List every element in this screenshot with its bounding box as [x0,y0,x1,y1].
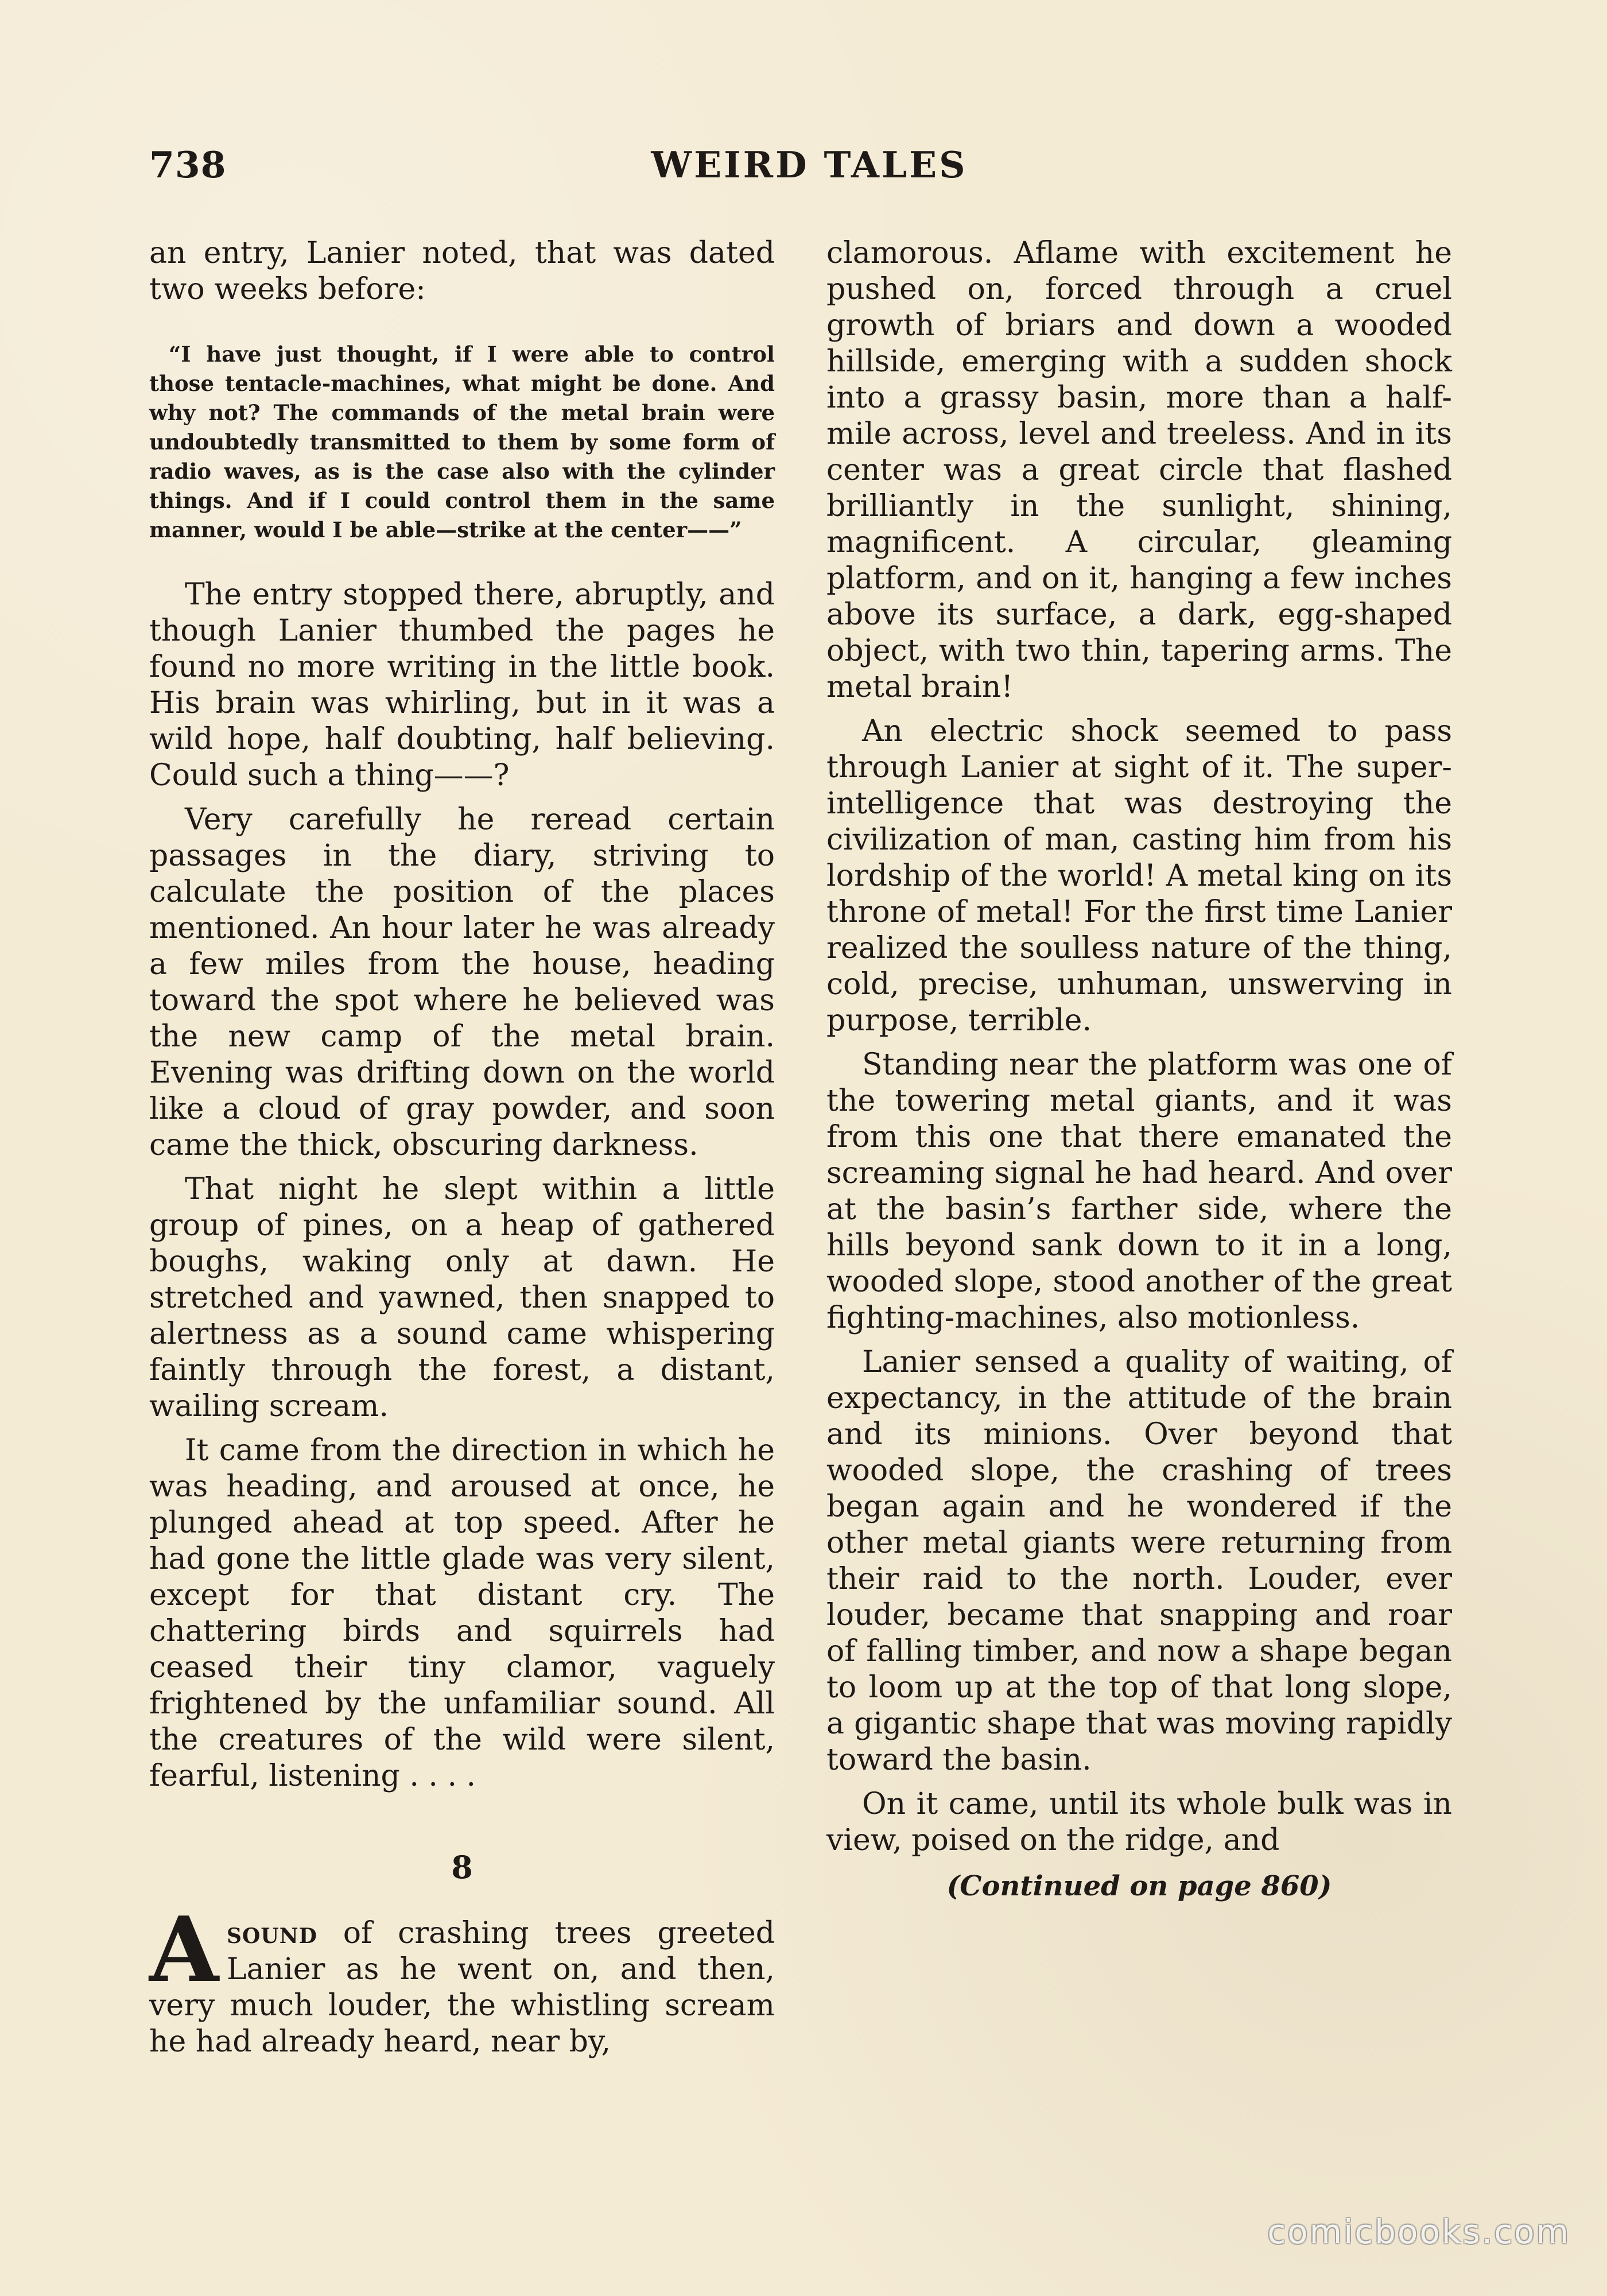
page-header [149,144,1469,195]
diary-quote: “I have just thought, if I were able to control those tentacle-machines, what might be done. And why not? The commands of the metal brain were undoubtedly transmitted to them by some form of radio waves, as is the case also with the cylinder things. And if I could control them in the same manner, would I be able—strike at the center——” [149,342,775,542]
section-opening-paragraph [149,1897,775,2060]
left-paragraph-3: That night he slept within a little group of pines, on a heap of gathered boughs, waking only at dawn. He stretched and yawned, then snapped to alertness as a sound came whispering faintly through the forest, a distant, wailing scream. [149,1172,775,1424]
right-column [826,235,1452,1903]
right-paragraph-1: clamorous. Aflame with excitement he pushed on, forced through a cruel growth of briars and down a wooded hillside, emerging with a sudden shock into a grassy basin, more than a half-mile across, level and treeless. And in its center was a great circle that flashed brilliantly in the sunlight, shining, magnificent. A circular, gleaming platform, and on it, hanging a few inches above its surface, a dark, egg-shaped object, with two thin, tapering arms. The metal brain! [826,236,1452,704]
left-paragraph-4: It came from the direction in which he was heading, and aroused at once, he plunged ahead at top speed. After he had gone the little glade was very silent, except for that distant cry. The chattering birds and squirrels had ceased their tiny clamor, vaguely frightened by the unfamiliar sound. All the creatures of the wild were silent, fearful, listening . . . . [149,1433,775,1793]
section-number: 8 [451,1849,473,1886]
watermark-logo: comicbooks.com [1267,2212,1570,2251]
section-opening-text: of crashing trees greeted Lanier as he went on, and then, very much louder, the whistling scream he had already heard, near by, [149,1916,775,2059]
right-paragraph-5: On it came, until its whole bulk was in view, poised on the ridge, and [826,1787,1452,1857]
right-paragraph-2: An electric shock seemed to pass through Lanier at sight of it. The super-intelligence that was destroying the civilization of man, casting him from his lordship of the world! A metal king on its throne of metal! For the first time Lanier realized the soulless nature of the thing, cold, precise, unhuman, unswerving in purpose, terrible. [826,714,1452,1038]
page-number: 738 [149,144,227,186]
drop-cap: A [149,1897,219,2002]
right-paragraph-4: Lanier sensed a quality of waiting, of expectancy, in the attitude of the brain and its minions. Over beyond that wooded slope, the crashing of trees began again and he wondered if the other metal giants were returning from their raid to the north. Louder, ever louder, became that snapping and roar of falling timber, and now a shape began to loom up at the top of that long slope, a gigantic shape that was moving rapidly toward the basin. [826,1345,1452,1777]
magazine-title: WEIRD TALES [651,144,968,186]
continued-note: (Continued on page 860) [946,1870,1332,1902]
right-paragraph-3: Standing near the platform was one of the towering metal giants, and it was from this one that there emanated the screaming signal he had heard. And over at the basin’s farther side, where the hills beyond sank down to it in a long, wooded slope, stood another of the great fighting-machines, also motionless. [826,1048,1452,1335]
left-column [149,235,775,2060]
left-paragraph-1: The entry stopped there, abruptly, and though Lanier thumbed the pages he found no more writing in the little book. His brain was whirling, but in it was a wild hope, half doubting, half believing. Could such a thing——? [149,577,775,793]
opening-text: an entry, Lanier noted, that was dated two weeks before: [149,236,775,307]
small-caps-opening: sound [227,1915,317,1950]
left-paragraph-2: Very carefully he reread certain passages in the diary, striving to calculate the position of the places mentioned. An hour later he was already a few miles from the house, heading toward the spot where he believed was the new camp of the metal brain. Evening was drifting down on the world like a cloud of gray powder, and soon came the thick, obscuring darkness. [149,802,775,1162]
